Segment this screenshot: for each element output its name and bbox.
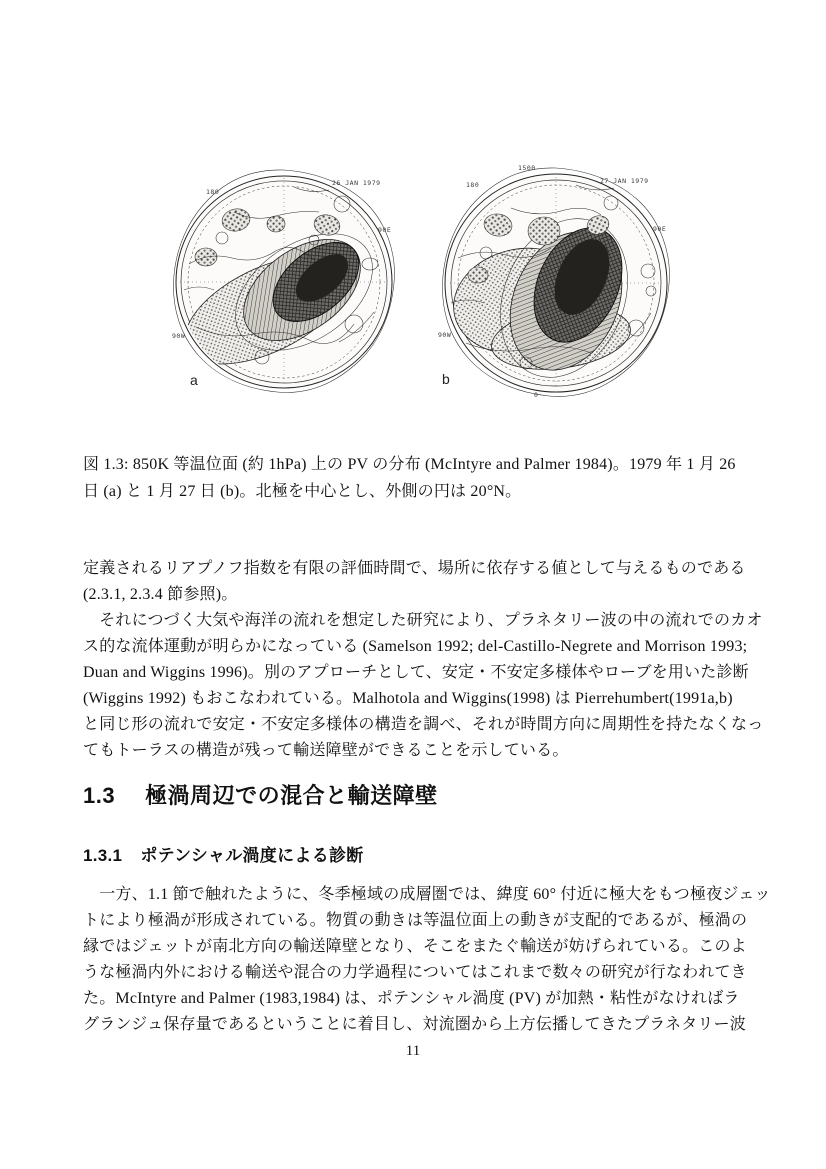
text-line: 定義されるリアプノフ指数を有限の評価時間で、場所に依存する値として与えるものである xyxy=(83,560,746,577)
caption-line: 図 1.3: 850K 等温位面 (約 1hPa) 上の PV の分布 (McIntyre and Palmer 1984)。1979 年 1 月 26 xyxy=(83,456,736,473)
panel-a-lon90e-label: 90E xyxy=(378,226,392,234)
panel-a-date-label: 26 JAN 1979 xyxy=(332,179,381,187)
text-line: てもトーラスの構造が残って輸送障壁ができることを示している。 xyxy=(83,742,569,759)
panel-a-letter: a xyxy=(190,372,198,388)
section-title: 極渦周辺での混合と輸送障壁 xyxy=(145,783,438,808)
panel-b-letter: b xyxy=(442,371,450,387)
panel-b-lon90e-label: 90E xyxy=(653,225,667,233)
caption-line: 日 (a) と 1 月 27 日 (b)。北極を中心とし、外側の円は 20°N。 xyxy=(83,483,522,500)
figure-panel-a xyxy=(168,168,400,397)
page-number: 11 xyxy=(405,1043,421,1059)
figure-1-3-map-panels xyxy=(166,158,696,406)
text-line: それにつづく大気や海洋の流れを想定した研究により、プラネタリー波の中の流れでのカオ xyxy=(83,612,763,629)
panel-b-date-label: 27 JAN 1979 xyxy=(600,177,649,185)
panel-b-lon0-label: 0 xyxy=(534,391,539,399)
text-line: た。McIntyre and Palmer (1983,1984) は、ポテンシャル渦度 (PV) が加熱・粘性がなければラ xyxy=(83,990,740,1007)
body-paragraph-2 xyxy=(83,882,771,1038)
text-line: ス的な流体運動が明らかになっている (Samelson 1992; del-Castillo-Negrete and Morrison 1993; xyxy=(83,638,748,655)
subsection-heading-1-3-1 xyxy=(83,841,364,866)
text-line: トにより極渦が形成されている。物質の動きは等温位面上の動きが支配的であるが、極渦の xyxy=(83,912,748,929)
figure-caption xyxy=(83,451,747,505)
panel-b-lon180-label: 180 xyxy=(466,181,480,189)
text-line: と同じ形の流れで安定・不安定多様体の構造を調べ、それが時間方向に周期性を持たなくなっ xyxy=(83,716,764,733)
text-line: うな極渦内外における輸送や混合の力学過程についてはこれまで数々の研究が行なわれてき xyxy=(83,964,747,981)
text-line: Duan and Wiggins 1996)。別のアプローチとして、安定・不安定多様体やローブを用いた診断 xyxy=(83,664,749,681)
panel-a-lon90w-label: 90W xyxy=(172,332,186,340)
panel-b-lon90w-label: 90W xyxy=(438,331,452,339)
text-line: (Wiggins 1992) もおこなわれている。Malhotola and Wiggins(1998) は Pierrehumbert(1991a,b) xyxy=(83,690,733,707)
subsection-title: ポテンシャル渦度による診断 xyxy=(140,846,364,865)
text-line: (2.3.1, 2.3.4 節参照)。 xyxy=(83,586,238,603)
panel-b-contour-value-label: 1500 xyxy=(518,164,536,172)
panel-a-lon180-label: 180 xyxy=(206,188,220,196)
subsection-number: 1.3.1 xyxy=(83,846,123,865)
section-number: 1.3 xyxy=(83,783,116,808)
section-heading-1-3 xyxy=(83,779,438,810)
text-line: グランジュ保存量であるということに着目し、対流圏から上方伝播してきたプラネタリー波 xyxy=(83,1016,747,1033)
body-paragraph-1 xyxy=(83,556,764,764)
text-line: 縁ではジェットが南北方向の輸送障壁となり、そこをまたぐ輸送が妨げられている。このよ xyxy=(83,938,747,955)
figure-panel-b xyxy=(438,164,671,399)
text-line: 一方、1.1 節で触れたように、冬季極域の成層圏では、緯度 60° 付近に極大をもつ極夜ジェッ xyxy=(83,886,771,903)
